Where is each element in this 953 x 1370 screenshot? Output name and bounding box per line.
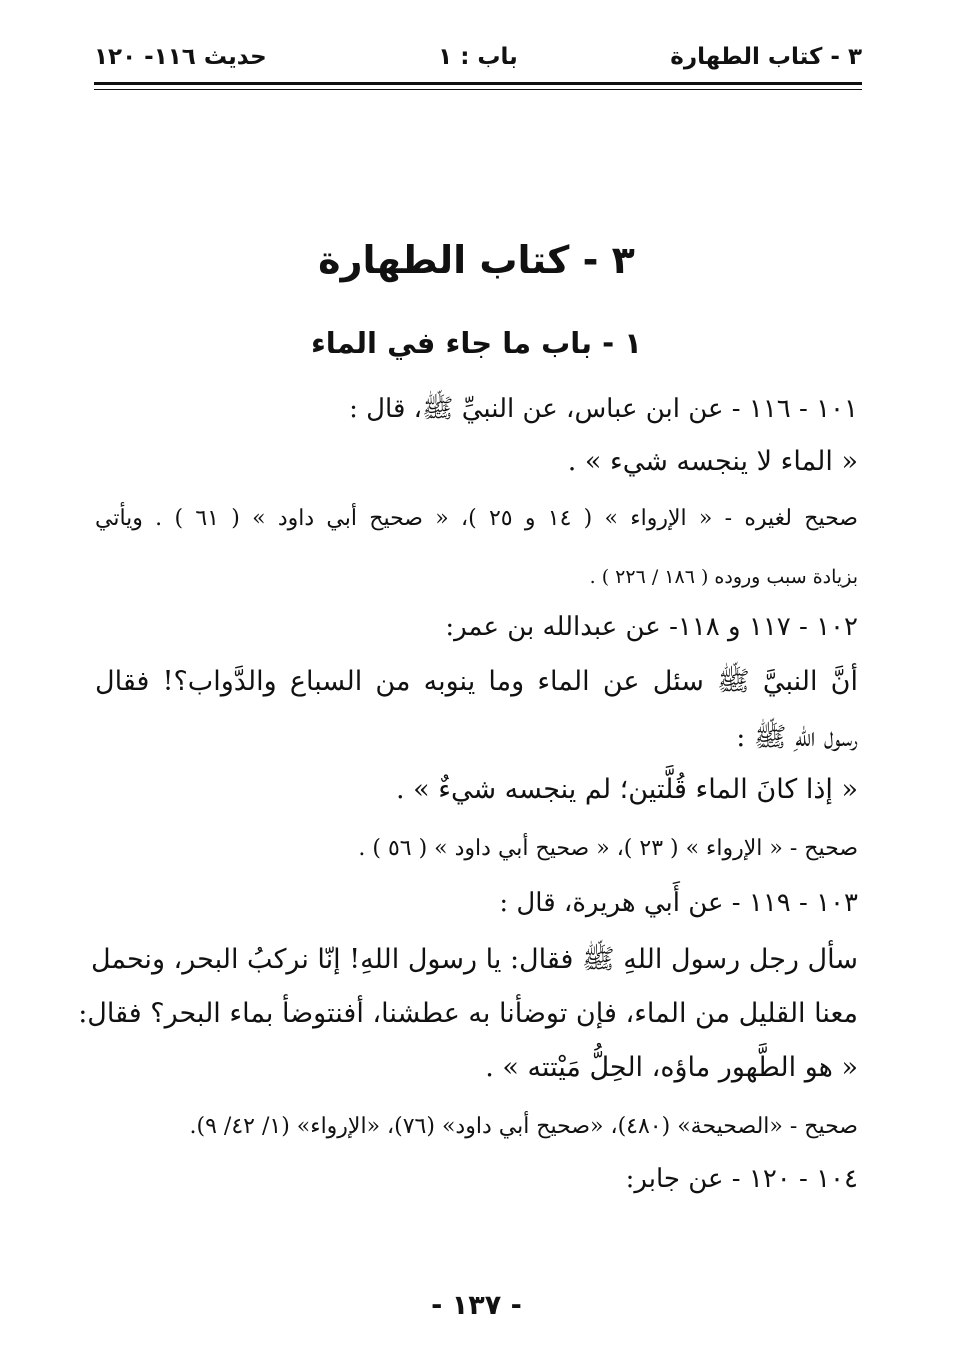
header-chapter: باب : ١ bbox=[438, 44, 518, 70]
hadith-103-grading: صحيح - «الصحيحة» (٤٨٠)، «صحيح أبي داود» (٧٦)، «الإرواء» (١/ ٤٢/ ٩). bbox=[189, 1114, 858, 1139]
hadith-103-intro: ١٠٣ - ١١٩ - عن أَبي هريرة، قال : bbox=[499, 888, 858, 918]
header-rule-thick bbox=[94, 82, 862, 85]
chapter-title: ١ - باب ما جاء في الماء bbox=[310, 326, 642, 360]
hadith-103-text-1: سأل رجل رسول اللهِ ﷺ فقال: يا رسول اللهِ! إنّا نركبُ البحر، ونحمل bbox=[90, 944, 858, 975]
page-number: - ١٣٧ - bbox=[431, 1290, 522, 1321]
running-header bbox=[94, 42, 862, 82]
hadith-103-text-3: « هو الطَّهور ماؤه، الحِلُّ مَيْتته » . bbox=[485, 1052, 858, 1083]
hadith-101-text: « الماء لا ينجسه شيء » . bbox=[567, 446, 858, 477]
hadith-102-grading: صحيح - « الإرواء » ( ٢٣ )، « صحيح أبي داود » ( ٥٦ ) . bbox=[358, 836, 858, 861]
hadith-101-grading-cont: بزيادة سبب وروده ( ١٨٦ / ٢٢٦ ) . bbox=[589, 566, 858, 588]
header-rule-thin bbox=[94, 89, 862, 90]
hadith-102-intro: ١٠٢ - ١١٧ و ١١٨- عن عبدالله بن عمر: bbox=[445, 612, 858, 642]
header-hadith-range: حديث ١١٦- ١٢٠ bbox=[94, 44, 267, 70]
hadith-102-text-1: أنَّ النبيَّ ﷺ سئل عن الماء وما ينوبه من السباع والدَّواب؟! فقال bbox=[95, 666, 858, 697]
header-book-title: ٣ - كتاب الطهارة bbox=[670, 44, 862, 70]
hadith-102-text-2: رسول اللهِ ﷺ : bbox=[736, 722, 858, 753]
hadith-103-text-2: معنا القليل من الماء، فإن توضأنا به عطشنا، أفنتوضأ بماء البحر؟ فقال: bbox=[78, 998, 858, 1029]
hadith-104-intro: ١٠٤ - ١٢٠ - عن جابر: bbox=[625, 1164, 858, 1194]
hadith-101-intro: ١٠١ - ١١٦ - عن ابن عباس، عن النبيِّ ﷺ، قال : bbox=[349, 394, 858, 424]
hadith-102-text-3: « إذا كانَ الماء قُلَّتين؛ لم ينجسه شيءٌ » . bbox=[395, 774, 858, 805]
hadith-101-grading: صحيح لغيره - « الإرواء » ( ١٤ و ٢٥ )، « صحيح أبي داود » ( ٦١ ) . ويأتي bbox=[95, 506, 858, 531]
book-title: ٣ - كتاب الطهارة bbox=[318, 238, 635, 282]
